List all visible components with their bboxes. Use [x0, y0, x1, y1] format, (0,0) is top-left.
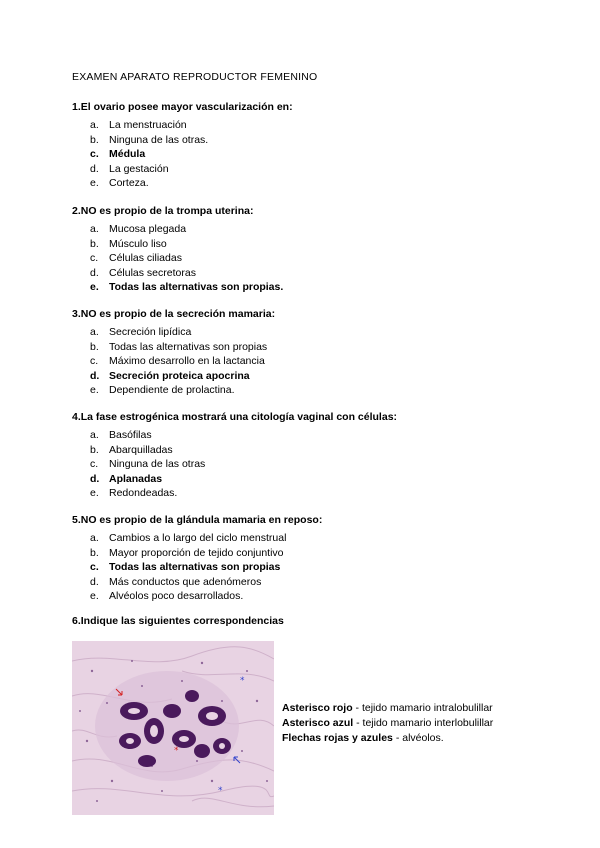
- option-letter: e.: [90, 177, 99, 189]
- option-letter: a.: [90, 223, 99, 235]
- legend-item-arrows: Flechas rojas y azules - alvéolos.: [282, 732, 444, 744]
- question-1: [72, 100, 572, 191]
- option-letter: d.: [90, 575, 99, 588]
- option-text: Células secretoras: [109, 266, 196, 279]
- blue-asterisk-marker: *: [218, 786, 223, 796]
- legend-item-red-asterisk: Asterisco rojo - tejido mamario intralobulillar: [282, 702, 493, 714]
- option-d: [72, 162, 572, 177]
- question-5: [72, 513, 572, 604]
- option-letter: b.: [90, 443, 99, 456]
- option-text: La gestación: [109, 162, 169, 175]
- option-c: [72, 251, 572, 266]
- option-letter: b.: [90, 340, 99, 353]
- option-c: [72, 354, 572, 369]
- option-b: [72, 546, 572, 561]
- option-letter: d.: [90, 472, 100, 485]
- option-text: Dependiente de prolactina.: [109, 384, 235, 396]
- option-list: [72, 325, 572, 398]
- option-letter: e.: [90, 384, 99, 396]
- option-letter: e.: [90, 590, 99, 602]
- question-text: 5.NO es propio de la glándula mamaria en reposo:: [72, 514, 323, 526]
- option-text: Secreción lipídica: [109, 326, 192, 338]
- option-a: [72, 222, 572, 237]
- option-text: Ninguna de las otras: [109, 458, 206, 470]
- option-d: [72, 369, 572, 384]
- option-a: [72, 428, 572, 443]
- option-a: [72, 118, 572, 133]
- option-text: Mucosa plegada: [109, 223, 187, 235]
- option-text: Redondeadas.: [109, 487, 178, 499]
- question-text: 1.El ovario posee mayor vascularización en:: [72, 101, 293, 113]
- option-letter: c.: [90, 252, 99, 264]
- option-letter: d.: [90, 162, 99, 175]
- option-e: [72, 383, 572, 398]
- option-text: Basófilas: [109, 429, 152, 441]
- mammary-tissue-micrograph: [72, 641, 274, 815]
- option-list: [72, 118, 572, 191]
- option-e: [72, 176, 572, 191]
- option-text: Más conductos que adenómeros: [109, 575, 262, 588]
- option-text: Todas las alternativas son propias: [109, 561, 281, 573]
- option-letter: e.: [90, 281, 99, 293]
- blue-asterisk-marker: *: [240, 676, 245, 686]
- option-text: Todas las alternativas son propias: [109, 340, 268, 353]
- option-text: La menstruación: [109, 119, 187, 131]
- option-letter: d.: [90, 266, 99, 279]
- option-letter: c.: [90, 561, 99, 573]
- option-letter: a.: [90, 532, 99, 544]
- option-d: [72, 266, 572, 281]
- option-letter: c.: [90, 355, 99, 367]
- option-letter: b.: [90, 546, 99, 559]
- legend: [282, 701, 493, 746]
- option-list: [72, 531, 572, 604]
- red-asterisk-marker: *: [174, 746, 179, 756]
- option-text: Todas las alternativas son propias.: [109, 281, 284, 293]
- option-text: Músculo liso: [109, 237, 167, 250]
- option-b: [72, 340, 572, 355]
- option-c: [72, 147, 572, 162]
- option-text: Médula: [109, 148, 146, 160]
- option-d: [72, 472, 572, 487]
- option-b: [72, 443, 572, 458]
- option-c: [72, 560, 572, 575]
- option-c: [72, 457, 572, 472]
- option-letter: a.: [90, 119, 99, 131]
- question-6: [72, 614, 572, 628]
- option-text: Secreción proteica apocrina: [109, 369, 250, 382]
- option-b: [72, 133, 572, 148]
- option-text: Células ciliadas: [109, 252, 182, 264]
- option-a: [72, 531, 572, 546]
- option-text: Ninguna de las otras.: [109, 133, 209, 146]
- option-e: [72, 589, 572, 604]
- question-text: 4.La fase estrogénica mostrará una citología vaginal con células:: [72, 411, 398, 423]
- question-text: 6.Indique las siguientes correspondencias: [72, 615, 284, 627]
- legend-item-blue-asterisk: Asterisco azul - tejido mamario interlobulillar: [282, 717, 494, 729]
- option-letter: b.: [90, 237, 99, 250]
- option-b: [72, 237, 572, 252]
- option-letter: e.: [90, 487, 99, 499]
- question-3: [72, 307, 572, 398]
- option-letter: b.: [90, 133, 99, 146]
- question-text: 2.NO es propio de la trompa uterina:: [72, 205, 254, 217]
- question-text: 3.NO es propio de la secreción mamaria:: [72, 308, 276, 320]
- option-text: Corteza.: [109, 177, 149, 189]
- option-letter: d.: [90, 369, 100, 382]
- option-d: [72, 575, 572, 590]
- option-letter: a.: [90, 326, 99, 338]
- option-text: Mayor proporción de tejido conjuntivo: [109, 546, 284, 559]
- option-list: [72, 222, 572, 295]
- option-letter: a.: [90, 429, 99, 441]
- option-letter: c.: [90, 148, 99, 160]
- option-text: Aplanadas: [109, 472, 163, 485]
- exam-title: EXAMEN APARATO REPRODUCTOR FEMENINO: [72, 71, 318, 83]
- option-text: Alvéolos poco desarrollados.: [109, 590, 244, 602]
- option-e: [72, 486, 572, 501]
- option-letter: c.: [90, 458, 99, 470]
- option-text: Abarquilladas: [109, 443, 173, 456]
- option-list: [72, 428, 572, 501]
- histology-image: [72, 641, 274, 815]
- option-text: Cambios a lo largo del ciclo menstrual: [109, 532, 287, 544]
- option-a: [72, 325, 572, 340]
- option-text: Máximo desarrollo en la lactancia: [109, 355, 265, 367]
- question-4: [72, 410, 572, 501]
- question-2: [72, 204, 572, 295]
- option-e: [72, 280, 572, 295]
